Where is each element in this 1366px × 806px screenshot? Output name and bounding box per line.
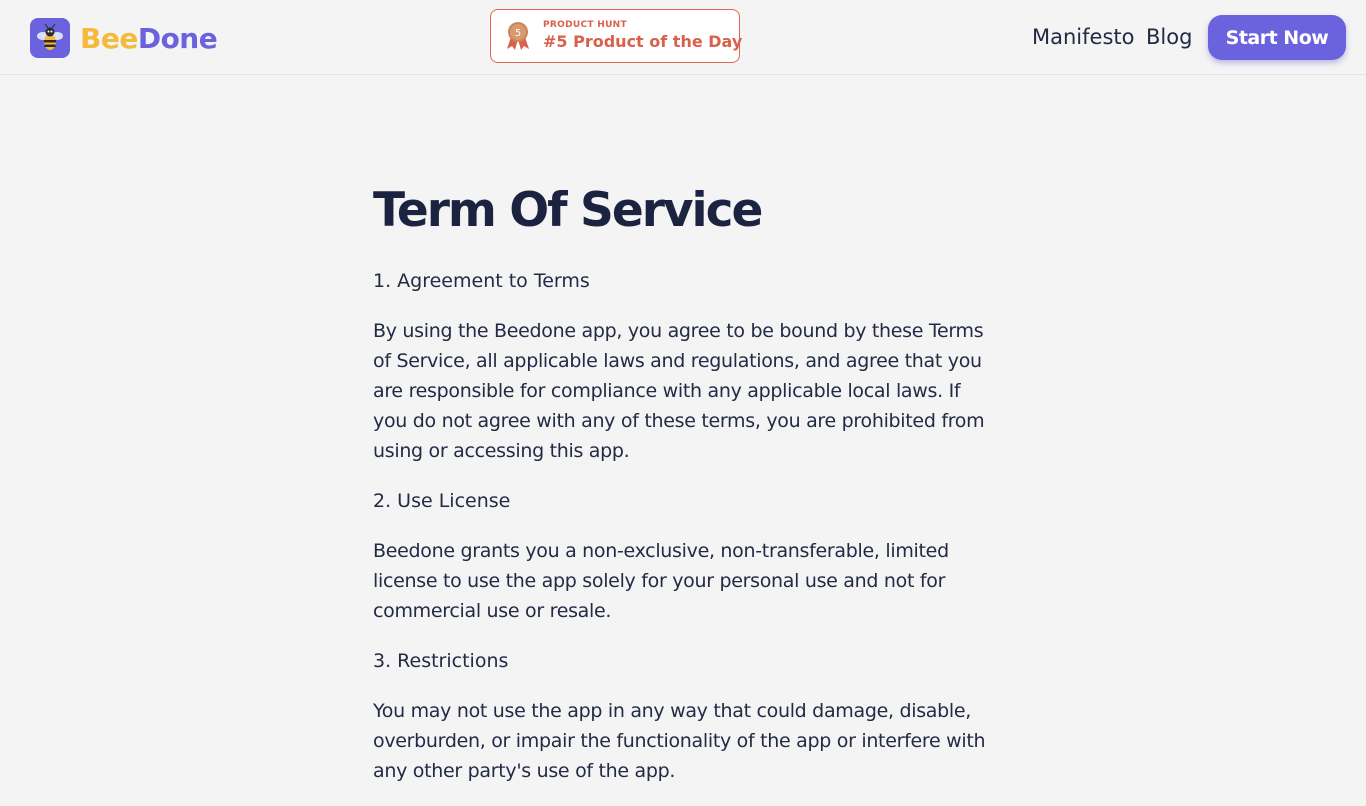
section-body: You may not use the app in any way that could damage, disable, overburden, or impair the functionality of the app or interfere with any other party's use of the app. xyxy=(373,700,986,782)
terms-content xyxy=(373,180,998,806)
section-body: By using the Beedone app, you agree to be bound by these Terms of Service, all applicable laws and regulations, and agree that you are responsible for compliance with any applicable local laws. If you do not agree with any of these terms, you are prohibited from using or accessing this app. xyxy=(373,320,985,462)
section-heading: 3. Restrictions xyxy=(373,650,509,672)
medal-icon xyxy=(505,21,531,51)
nav-link-blog[interactable]: Blog xyxy=(1146,25,1193,49)
medal-number: 5 xyxy=(514,28,522,39)
section-heading: 2. Use License xyxy=(373,490,511,512)
section-use-license xyxy=(373,486,998,626)
logo-wordmark xyxy=(80,22,217,55)
product-hunt-label: PRODUCT HUNT xyxy=(543,20,627,30)
product-hunt-title: #5 Product of the Day xyxy=(543,32,743,51)
section-heading: 1. Agreement to Terms xyxy=(373,270,590,292)
start-now-button[interactable]: Start Now xyxy=(1208,15,1346,60)
section-body: Beedone grants you a non-exclusive, non-transferable, limited license to use the app solely for your personal use and not for commercial use or resale. xyxy=(373,540,949,622)
logo-text-bee: Bee xyxy=(80,21,138,55)
section-agreement xyxy=(373,266,998,466)
logo-text-done: Done xyxy=(137,21,218,55)
nav-link-manifesto[interactable]: Manifesto xyxy=(1032,25,1135,49)
product-hunt-badge[interactable] xyxy=(490,9,743,63)
section-restrictions xyxy=(373,646,998,786)
product-hunt-text xyxy=(543,19,742,53)
logo-link[interactable] xyxy=(30,18,217,58)
page-title: Term Of Service xyxy=(373,183,762,238)
site-header xyxy=(0,0,1366,75)
bee-logo-icon xyxy=(30,18,70,58)
